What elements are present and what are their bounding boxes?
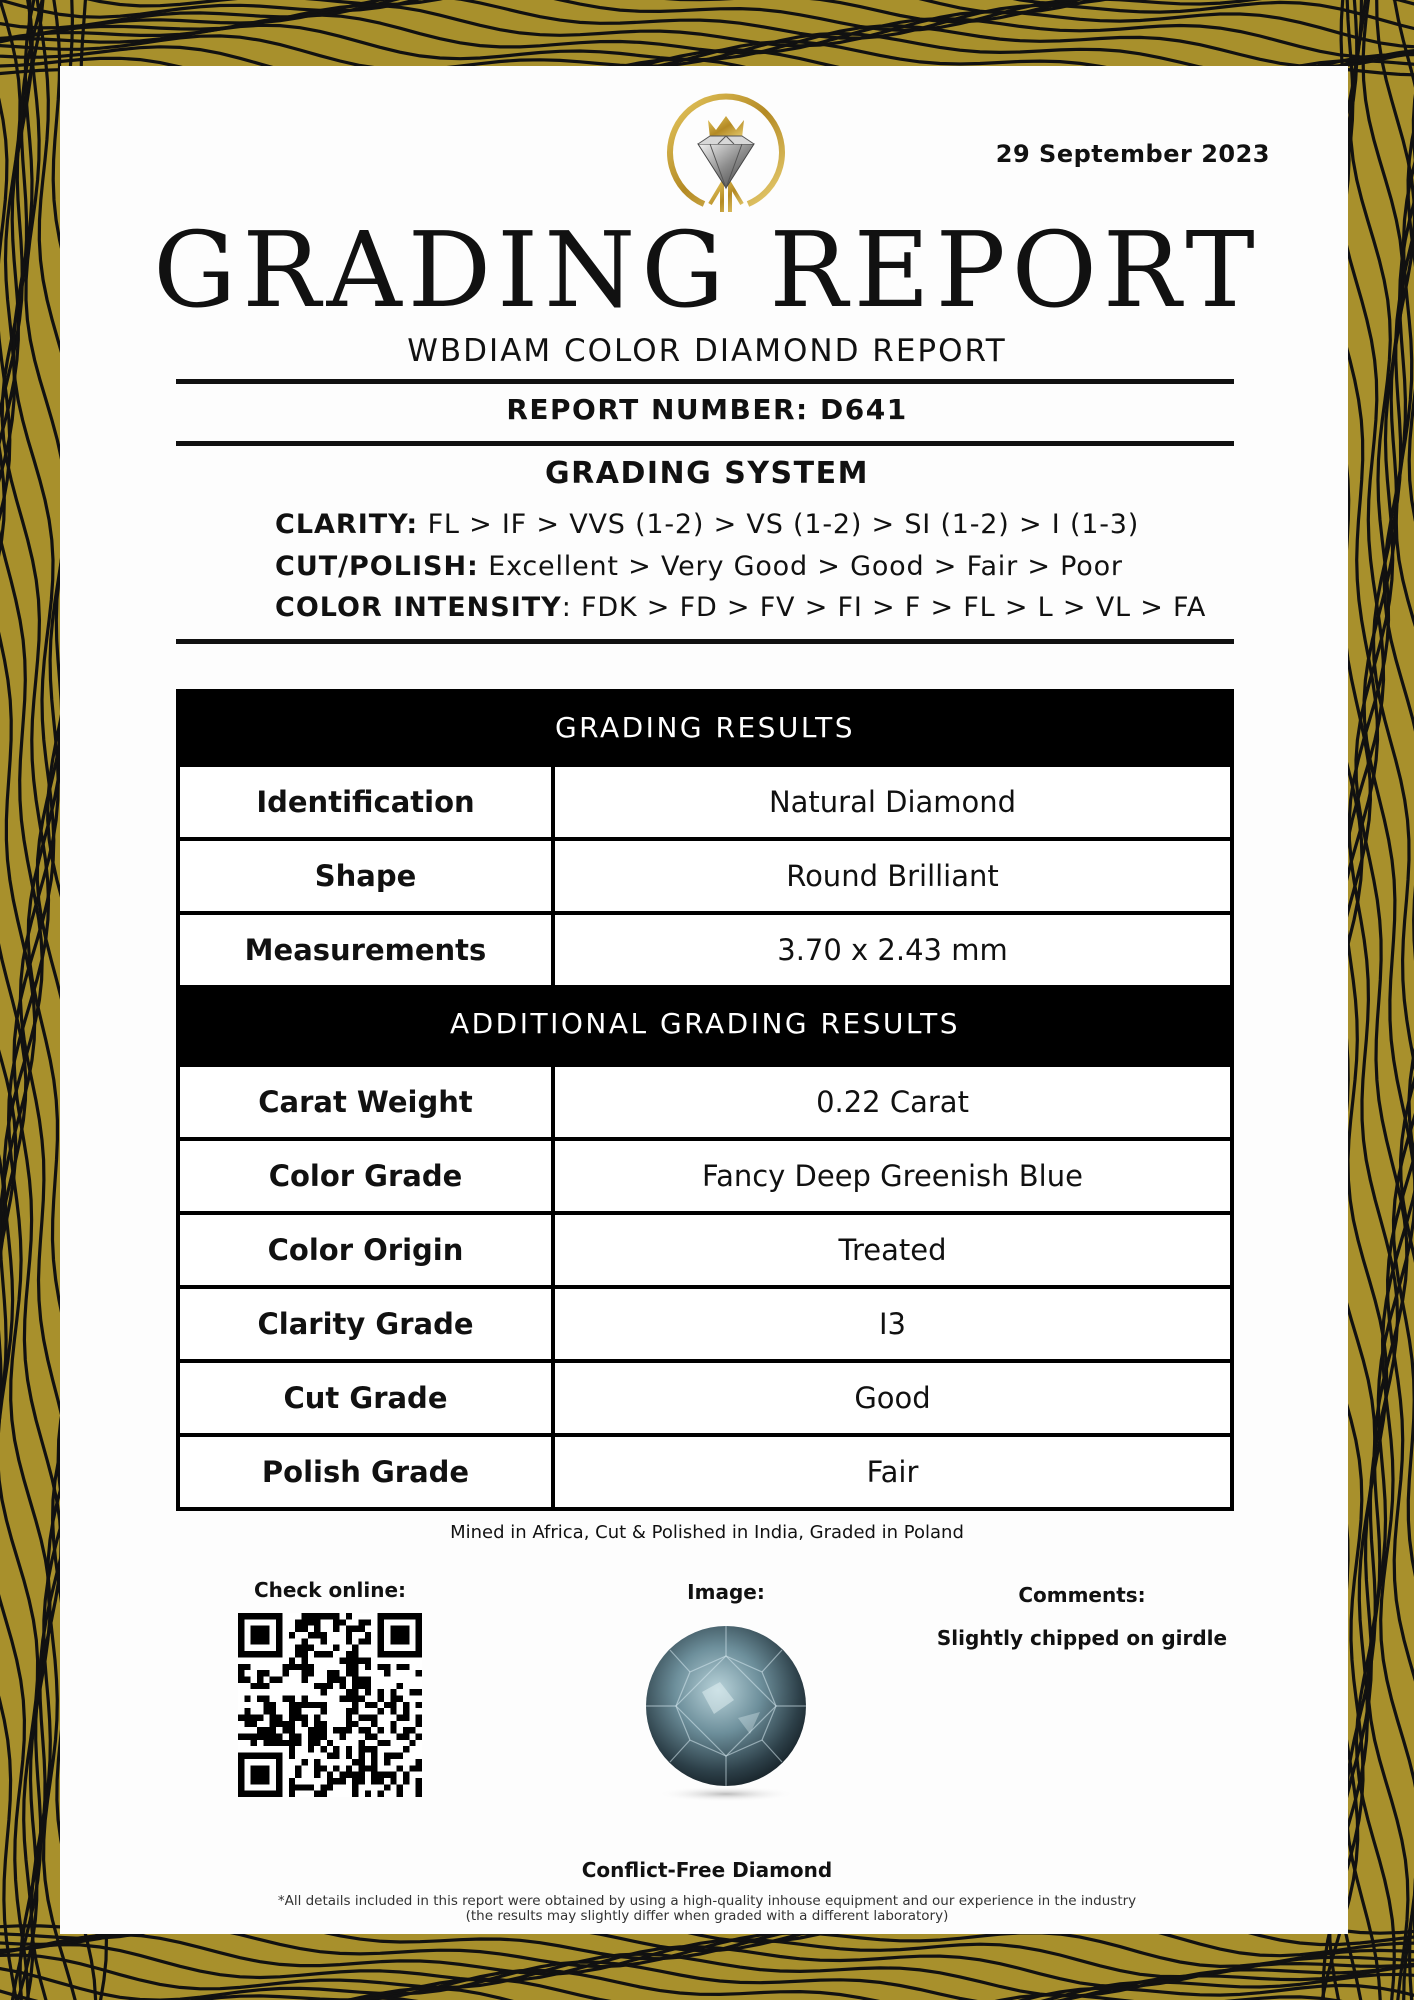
- clarity-scale: FL > IF > VVS (1-2) > VS (1-2) > SI (1-2) > I (1-3): [427, 509, 1140, 540]
- table-row: [176, 1211, 1234, 1289]
- diamond-photo: [642, 1622, 810, 1804]
- row-label: Cut Grade: [180, 1363, 555, 1433]
- report-number: REPORT NUMBER: D641: [506, 393, 908, 426]
- cut-polish-scale: Excellent > Very Good > Good > Fair > Poor: [488, 551, 1123, 582]
- table-row: [176, 1285, 1234, 1363]
- table-row: [176, 1433, 1234, 1511]
- row-label: Shape: [180, 841, 555, 911]
- grading-system-title: GRADING SYSTEM: [545, 456, 869, 491]
- diamond-crown-logo: [664, 92, 788, 216]
- row-value: Treated: [838, 1233, 947, 1267]
- color-intensity-scale: : FDK > FD > FV > FI > F > FL > L > VL > FA: [561, 592, 1207, 623]
- row-label: Identification: [180, 767, 555, 837]
- divider-rule: [176, 639, 1234, 644]
- row-value: Round Brilliant: [786, 859, 999, 893]
- divider-rule: [176, 441, 1234, 446]
- origin-note: Mined in Africa, Cut & Polished in India, Graded in Poland: [450, 1522, 964, 1543]
- disclaimer-line-2: (the results may slightly differ when graded with a different laboratory): [465, 1908, 949, 1924]
- cut-polish-label: CUT/POLISH:: [275, 551, 479, 582]
- row-value: Fancy Deep Greenish Blue: [702, 1159, 1083, 1193]
- row-label: Measurements: [180, 915, 555, 985]
- disclaimer-line-1: *All details included in this report were obtained by using a high-quality inhouse equipment and our experience in the industry: [277, 1893, 1137, 1909]
- grading-results-header: GRADING RESULTS: [176, 689, 1234, 767]
- clarity-label: CLARITY:: [275, 509, 419, 540]
- row-label: Clarity Grade: [180, 1289, 555, 1359]
- row-value: Good: [854, 1381, 931, 1415]
- additional-results-header: ADDITIONAL GRADING RESULTS: [176, 985, 1234, 1063]
- disclaimer: [0, 1894, 1414, 1924]
- table-row: [176, 1359, 1234, 1437]
- row-label: Color Grade: [180, 1141, 555, 1211]
- table-row: [176, 911, 1234, 989]
- row-label: Carat Weight: [180, 1067, 555, 1137]
- table-row: [176, 1063, 1234, 1141]
- comments-text: Slightly chipped on girdle: [936, 1626, 1228, 1650]
- cut-polish-scale-line: [275, 551, 1275, 582]
- image-label: Image:: [687, 1580, 765, 1604]
- clarity-scale-line: [275, 509, 1275, 540]
- page-title: GRADING REPORT: [153, 209, 1261, 331]
- conflict-free-label: Conflict-Free Diamond: [581, 1858, 833, 1882]
- check-online-label: Check online:: [253, 1578, 407, 1602]
- color-intensity-label: COLOR INTENSITY: [275, 592, 562, 623]
- row-label: Color Origin: [180, 1215, 555, 1285]
- table-row: [176, 763, 1234, 841]
- qr-code-icon[interactable]: [238, 1613, 422, 1797]
- report-date: 29 September 2023: [995, 140, 1270, 168]
- row-value: 0.22 Carat: [816, 1085, 969, 1119]
- divider-rule: [176, 379, 1234, 384]
- comments-label: Comments:: [1018, 1583, 1146, 1607]
- table-row: [176, 1137, 1234, 1215]
- row-value: I3: [878, 1307, 906, 1341]
- report-subtitle: WBDIAM COLOR DIAMOND REPORT: [407, 333, 1007, 369]
- row-label: Polish Grade: [180, 1437, 555, 1507]
- row-value: Fair: [866, 1455, 919, 1489]
- row-value: Natural Diamond: [768, 785, 1017, 819]
- color-intensity-scale-line: [275, 592, 1275, 623]
- row-value: 3.70 x 2.43 mm: [777, 933, 1008, 967]
- table-row: [176, 837, 1234, 915]
